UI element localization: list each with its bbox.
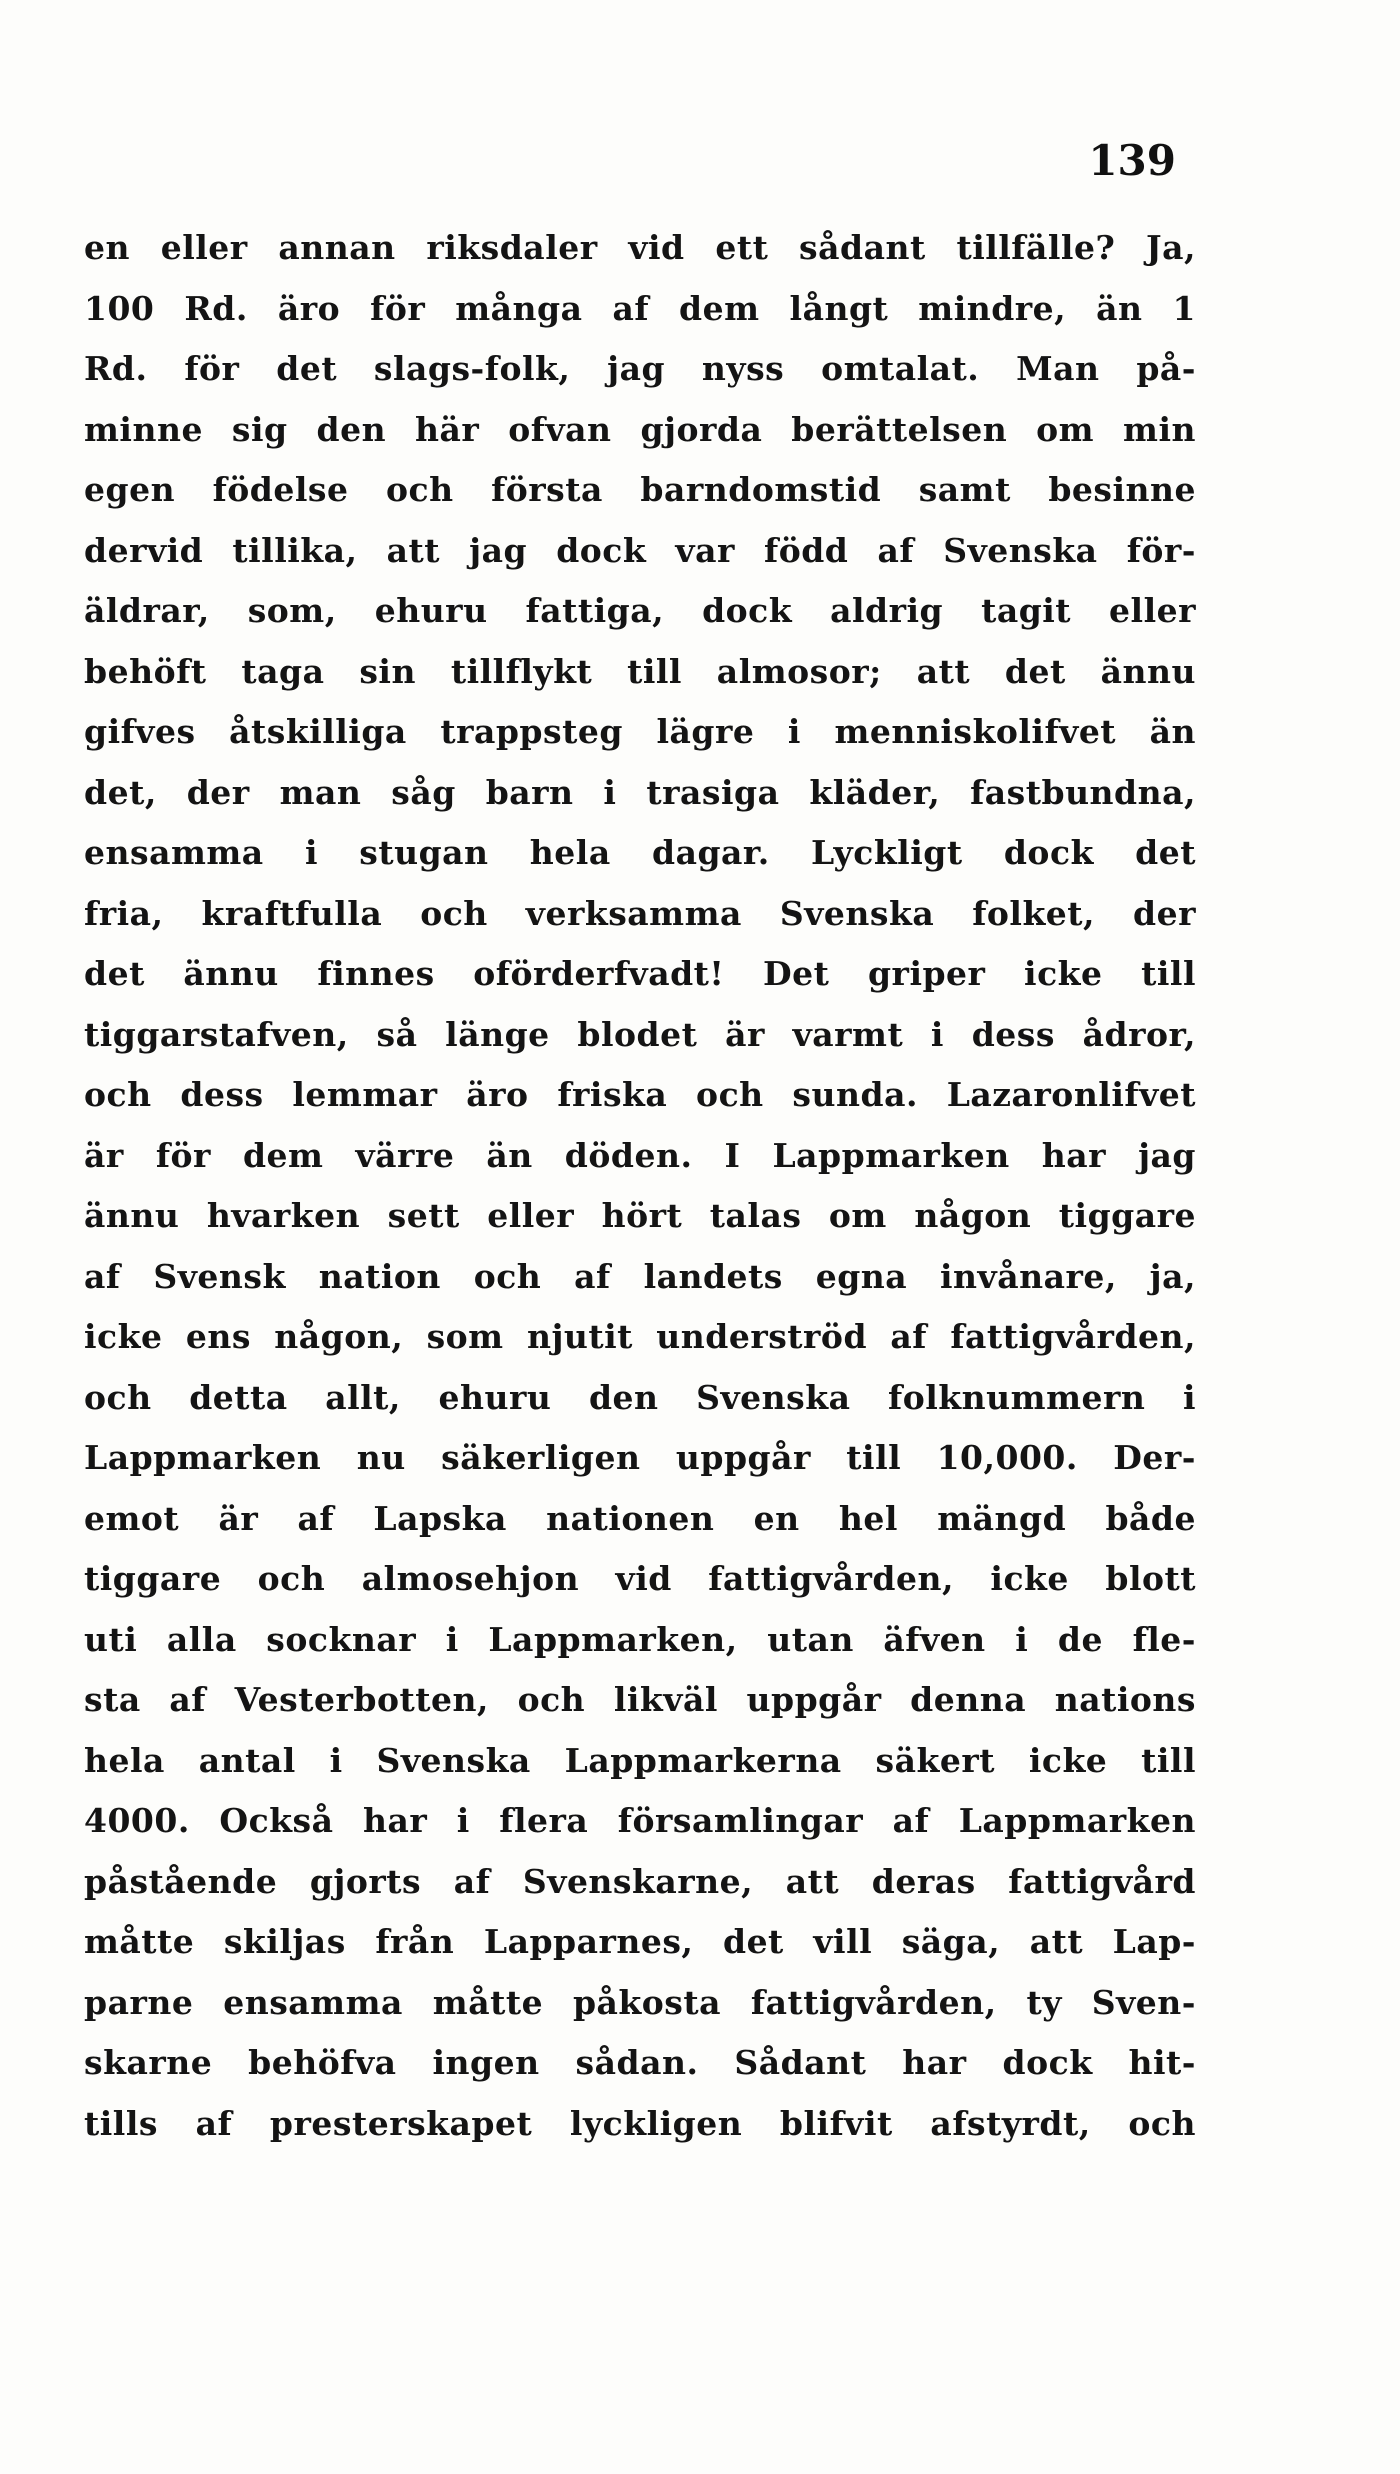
text-line: är för dem värre än döden. I Lappmarken har jag (84, 1135, 1196, 1175)
body-text (84, 218, 1196, 2154)
text-line: emot är af Lapska nationen en hel mängd både (84, 1498, 1196, 1538)
text-line: uti alla socknar i Lappmarken, utan äfven i de fle- (84, 1619, 1196, 1659)
text-line: ensamma i stugan hela dagar. Lyckligt dock det (84, 833, 1196, 872)
text-line: hela antal i Svenska Lappmarkerna säkert icke till (84, 1740, 1196, 1780)
page-number: 139 (1088, 136, 1176, 185)
text-line: egen födelse och första barndomstid samt besinne (84, 470, 1196, 509)
text-line: och detta allt, ehuru den Svenska folknummern i (84, 1377, 1196, 1417)
text-line: dervid tillika, att jag dock var född af Svenska för- (84, 530, 1196, 570)
text-line: sta af Vesterbotten, och likväl uppgår denna nations (84, 1680, 1196, 1719)
text-line: parne ensamma måtte påkosta fattigvården, ty Sven- (84, 1982, 1196, 2022)
text-line: det, der man såg barn i trasiga kläder, fastbundna, (84, 772, 1196, 812)
text-line: 4000. Också har i flera församlingar af Lappmarken (84, 1801, 1196, 1840)
text-line: 100 Rd. äro för många af dem långt mindre, än 1 (84, 288, 1196, 328)
text-line: minne sig den här ofvan gjorda berättelsen om min (84, 409, 1196, 449)
text-line: skarne behöfva ingen sådan. Sådant har dock hit- (84, 2043, 1196, 2082)
text-line: och dess lemmar äro friska och sunda. Lazaronlifvet (84, 1075, 1196, 1114)
text-line: Lappmarken nu säkerligen uppgår till 10,000. Der- (84, 1438, 1196, 1477)
text-line: äldrar, som, ehuru fattiga, dock aldrig tagit eller (84, 591, 1196, 630)
text-line: af Svensk nation och af landets egna invånare, ja, (84, 1256, 1196, 1296)
text-line: det ännu finnes oförderfvadt! Det griper icke till (84, 954, 1196, 993)
text-line: ännu hvarken sett eller hört talas om någon tiggare (84, 1196, 1196, 1235)
text-line: måtte skiljas från Lapparnes, det vill säga, att Lap- (84, 1922, 1196, 1961)
text-line: icke ens någon, som njutit underströd af fattigvården, (84, 1317, 1196, 1356)
text-line: fria, kraftfulla och verksamma Svenska folket, der (84, 893, 1196, 933)
text-line: Rd. för det slags-folk, jag nyss omtalat. Man på- (84, 349, 1196, 388)
text-line: tills af presterskapet lyckligen blifvit afstyrdt, och (84, 2103, 1196, 2143)
text-line: en eller annan riksdaler vid ett sådant tillfälle? Ja, (84, 228, 1196, 267)
text-line: behöft taga sin tillflykt till almosor; att det ännu (84, 651, 1196, 691)
text-line: påstående gjorts af Svenskarne, att deras fattigvård (84, 1861, 1196, 1901)
text-line: gifves åtskilliga trappsteg lägre i menniskolifvet än (84, 712, 1196, 751)
text-line: tiggare och almosehjon vid fattigvården, icke blott (84, 1559, 1196, 1598)
text-line: tiggarstafven, så länge blodet är varmt i dess ådror, (84, 1014, 1196, 1054)
